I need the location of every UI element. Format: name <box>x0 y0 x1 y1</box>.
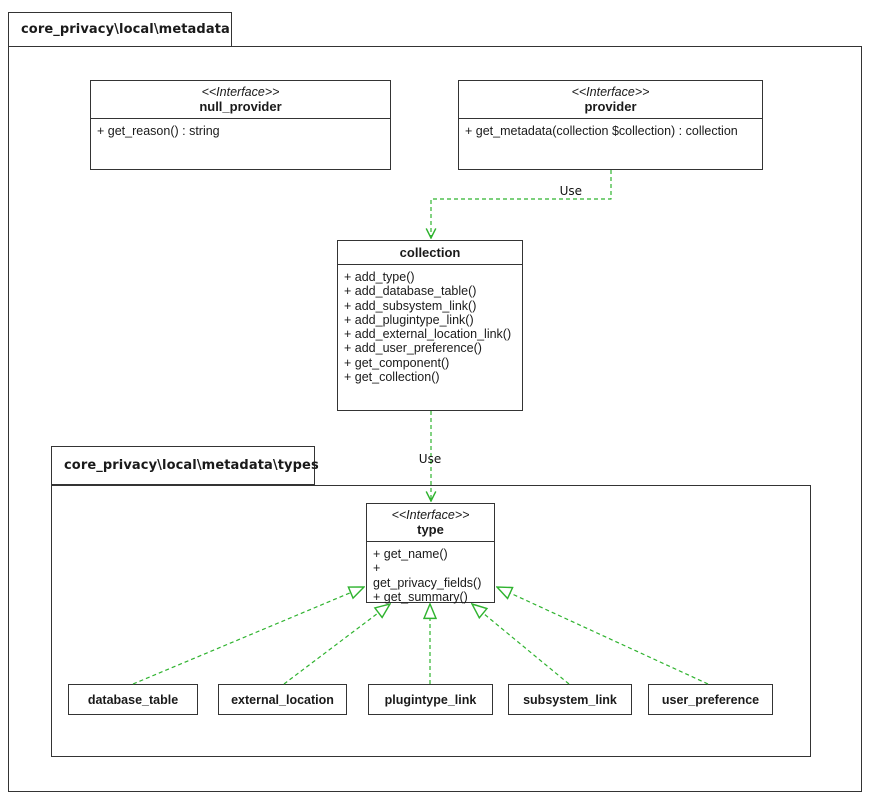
class-null-provider-members <box>91 118 390 169</box>
class-user-preference: user_preference <box>648 684 773 715</box>
stereotype-label: <<Interface>> <box>201 85 280 99</box>
class-collection-header <box>338 241 522 264</box>
class-collection-members <box>338 264 522 410</box>
class-type-members <box>367 541 494 609</box>
class-subsystem-link: subsystem_link <box>508 684 632 715</box>
member-row: + add_database_table() <box>344 284 477 299</box>
class-external-location: external_location <box>218 684 347 715</box>
class-provider-header <box>459 81 762 118</box>
class-name: null_provider <box>199 99 282 114</box>
frame-title-core-privacy-metadata: core_privacy\local\metadata <box>8 12 232 47</box>
edge-label-use-provider: Use <box>559 184 582 198</box>
class-name: collection <box>399 245 461 260</box>
class-name: provider <box>584 99 637 114</box>
member-row: + get_component() <box>344 355 450 370</box>
class-null-provider <box>90 80 391 170</box>
member-row: + add_external_location_link() <box>344 327 512 342</box>
member-row: + get_summary() <box>373 589 468 604</box>
class-name: type <box>417 522 444 537</box>
class-database-table: database_table <box>68 684 198 715</box>
class-type <box>366 503 495 603</box>
member-row: + get_privacy_fields() <box>373 561 482 590</box>
member-row: + get_reason() : string <box>97 124 220 138</box>
class-type-header <box>367 504 494 541</box>
edge-label-use-collection: Use <box>418 452 442 466</box>
frame-title-metadata-types: core_privacy\local\metadata\types <box>51 446 315 485</box>
member-row: + add_subsystem_link() <box>344 298 477 313</box>
stereotype-label: <<Interface>> <box>391 508 470 522</box>
member-row: + get_collection() <box>344 370 440 385</box>
member-row: + get_name() <box>373 547 448 561</box>
class-collection <box>337 240 523 411</box>
stereotype-label: <<Interface>> <box>571 85 650 99</box>
member-row: + add_type() <box>344 270 415 284</box>
member-row: + get_metadata(collection $collection) : collection <box>465 124 738 138</box>
class-provider-members <box>459 118 762 169</box>
class-null-provider-header <box>91 81 390 118</box>
class-plugintype-link: plugintype_link <box>368 684 493 715</box>
member-row: + add_plugintype_link() <box>344 312 474 327</box>
class-provider <box>458 80 763 170</box>
member-row: + add_user_preference() <box>344 341 482 356</box>
